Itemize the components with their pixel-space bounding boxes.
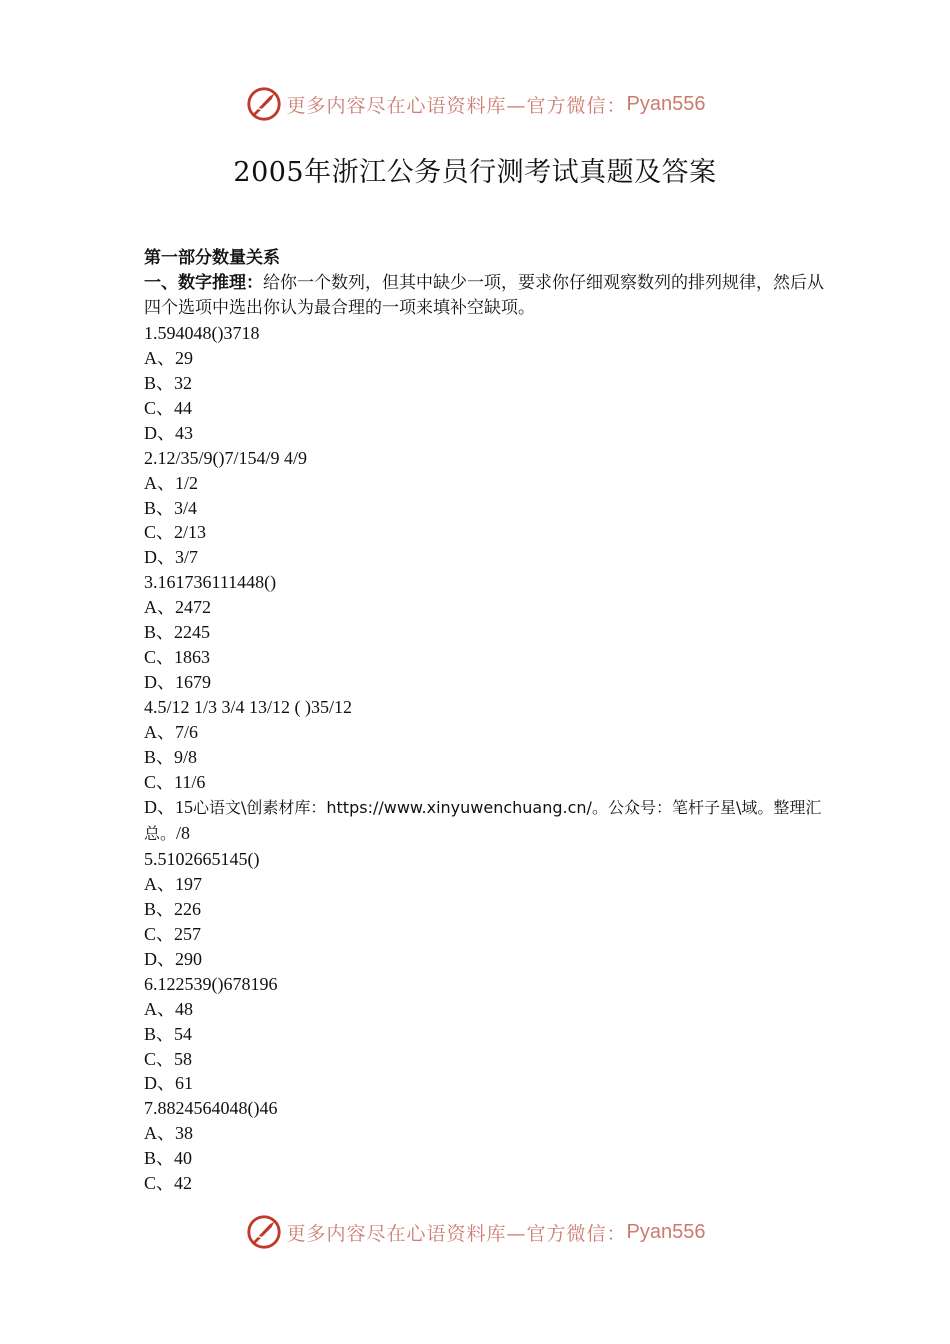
option-d: D、61 [144, 1073, 193, 1094]
document-title: 2005年浙江公务员行测考试真题及答案 [233, 157, 717, 188]
watermark-wechat-id: Pyan556 [626, 1220, 706, 1243]
option-c: C、44 [144, 397, 193, 418]
pen-nib-logo-icon [245, 1213, 283, 1251]
option-d [144, 795, 824, 847]
option-a: A、7/6 [144, 722, 198, 743]
question-4 [144, 695, 824, 847]
question-3 [144, 570, 824, 695]
section-heading: 第一部分数量关系 [144, 248, 280, 268]
option-a: A、2472 [144, 597, 211, 618]
watermark-banner-top [0, 82, 950, 126]
option-a: A、1/2 [144, 472, 198, 493]
instruction-text: 给你一个数列，但其中缺少一项，要求你仔细观察数列的排列规律，然后从四个选项中选出你认为最合理的一项来填补空缺项。 [144, 272, 824, 318]
document-body [144, 246, 824, 1196]
option-a: A、48 [144, 998, 193, 1019]
watermark-text: 更多内容尽在心语资料库—官方微信： [286, 94, 627, 117]
option-d: D、1679 [144, 672, 211, 693]
question-6 [144, 972, 824, 1097]
option-c: C、1863 [144, 647, 211, 668]
watermark-wechat-id: Pyan556 [626, 92, 706, 115]
option-a: A、197 [144, 873, 202, 894]
question-stem: 5.5102665145() [144, 848, 260, 869]
question-stem: 6.122539()678196 [144, 973, 278, 994]
option-b: B、3/4 [144, 497, 198, 518]
option-d: D、3/7 [144, 547, 198, 568]
option-c: C、11/6 [144, 772, 206, 793]
question-stem: 4.5/12 1/3 3/4 13/12 ( )35/12 [144, 697, 352, 718]
option-d-suffix: /8 [176, 822, 191, 843]
question-stem: 2.12/35/9()7/154/9 4/9 [144, 447, 307, 468]
option-d: D、43 [144, 422, 193, 443]
option-b: B、226 [144, 898, 202, 919]
question-1 [144, 321, 824, 446]
watermark-text: 更多内容尽在心语资料库—官方微信： [286, 1222, 627, 1245]
question-5 [144, 847, 824, 972]
option-d-prefix: D、15 [144, 796, 193, 817]
option-c: C、58 [144, 1048, 193, 1069]
question-7 [144, 1096, 824, 1196]
option-c: C、2/13 [144, 522, 207, 543]
instruction-paragraph [144, 271, 824, 321]
option-c: C、42 [144, 1173, 193, 1194]
option-b: B、54 [144, 1023, 193, 1044]
option-b: B、32 [144, 372, 193, 393]
question-stem: 3.161736111448() [144, 572, 277, 593]
option-d-inserted-text: 心语文\创素材库：https://www.xinyuwenchuang.cn/。公众号：笔杆子星\域。整理汇总。 [144, 797, 822, 843]
pen-nib-logo-icon [245, 85, 283, 123]
question-stem: 1.594048()3718 [144, 322, 260, 343]
option-b: B、2245 [144, 622, 211, 643]
option-a: A、29 [144, 347, 193, 368]
question-2 [144, 446, 824, 571]
question-stem: 7.8824564048()46 [144, 1098, 278, 1119]
option-c: C、257 [144, 923, 202, 944]
instruction-label: 一、数字推理： [144, 272, 263, 293]
option-d: D、290 [144, 948, 202, 969]
watermark-banner-bottom [0, 1210, 950, 1254]
option-b: B、9/8 [144, 747, 198, 768]
option-a: A、38 [144, 1123, 193, 1144]
option-b: B、40 [144, 1148, 193, 1169]
